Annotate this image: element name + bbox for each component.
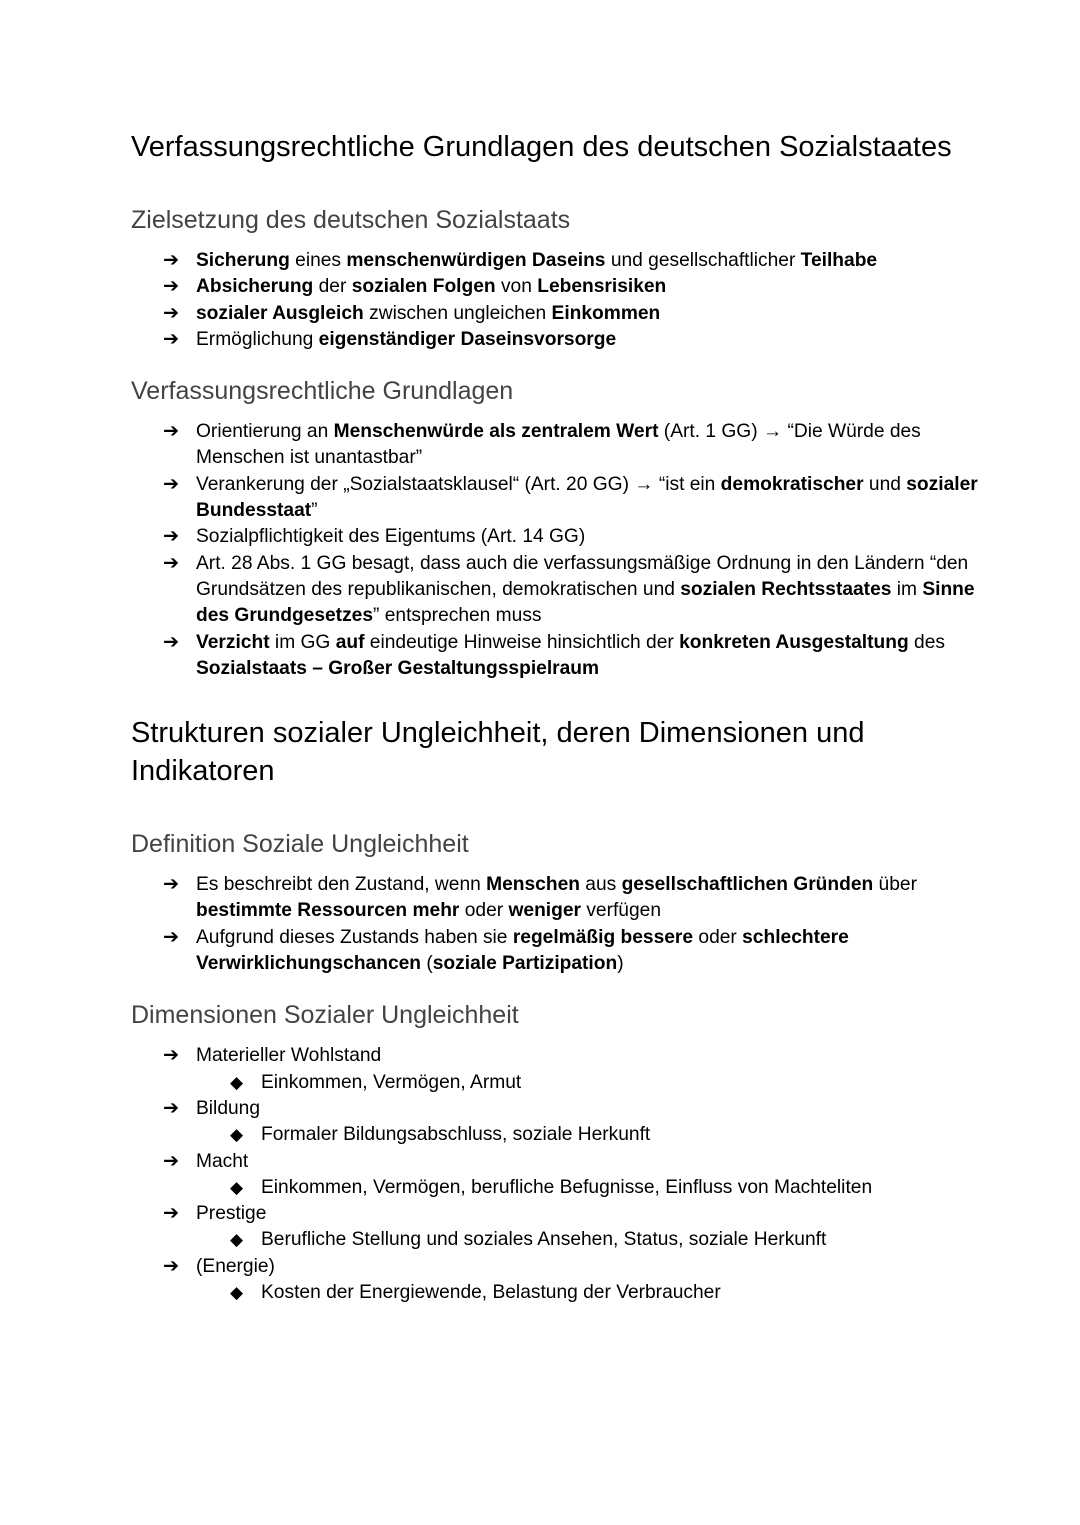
- text: ): [617, 953, 624, 975]
- arrow-bullet-icon: ➔: [163, 1255, 180, 1277]
- diamond-bullet-icon: ◆: [230, 1072, 244, 1092]
- bold-text: sozialer Ausgleich: [196, 302, 364, 324]
- subsection-heading: Dimensionen Sozialer Ungleichheit: [131, 1001, 519, 1030]
- bold-text: Sicherung: [196, 250, 290, 271]
- text: Orientierung an: [196, 421, 334, 443]
- text: oder: [693, 926, 743, 948]
- text: verfügen: [580, 900, 661, 922]
- list-item: [131, 327, 991, 353]
- dimension-detail-text: Berufliche Stellung und soziales Ansehen, Status, soziale Herkunft: [261, 1229, 827, 1251]
- section-title: Strukturen sozialer Ungleichheit, deren Dimensionen und Indikatoren: [131, 717, 865, 788]
- dimension-label: Prestige: [196, 1203, 267, 1225]
- diamond-bullet-icon: ◆: [230, 1177, 244, 1197]
- list-item: [131, 872, 991, 925]
- bullet-list: [131, 419, 991, 682]
- text: Sozialpflichtigkeit des Eigentums (Art. 14 GG): [196, 526, 586, 548]
- dimension-detail-text: Formaler Bildungsabschluss, soziale Herkunft: [261, 1124, 651, 1146]
- arrow-bullet-icon: ➔: [163, 473, 180, 495]
- text: eindeutige Hinweise hinsichtlich der: [364, 631, 680, 653]
- arrow-bullet-icon: ➔: [163, 526, 180, 548]
- dimension-detail: [196, 1122, 991, 1148]
- bold-text: schlechtere Verwirklichungschancen: [196, 926, 849, 975]
- bold-text: Menschen: [486, 874, 580, 896]
- list-item: [131, 630, 991, 683]
- dimension-detail: [196, 1175, 991, 1201]
- subsection-heading: Verfassungsrechtliche Grundlagen: [131, 377, 514, 406]
- bold-text: Verzicht: [196, 631, 270, 653]
- diamond-bullet-icon: ◆: [230, 1283, 244, 1303]
- text: ”: [311, 500, 318, 522]
- bold-text: weniger: [508, 900, 581, 922]
- text: (Art. 1 GG) → “Die Würde des Menschen ist unantastbar”: [196, 421, 921, 469]
- sub-list: [196, 1070, 991, 1096]
- bold-text: eigenständiger Daseinsvorsorge: [318, 328, 617, 350]
- text: Es beschreibt den Zustand, wenn: [196, 874, 487, 896]
- bold-text: Einkommen: [551, 302, 661, 324]
- arrow-bullet-icon: ➔: [163, 631, 180, 653]
- dimension-detail: [196, 1070, 991, 1096]
- bold-text: Lebensrisiken: [537, 276, 667, 298]
- subsection-heading: Definition Soziale Ungleichheit: [131, 830, 469, 859]
- arrow-bullet-icon: ➔: [163, 926, 180, 948]
- bold-text: gesellschaftlichen Gründen: [621, 874, 874, 896]
- subsection-heading: Zielsetzung des deutschen Sozialstaats: [131, 206, 571, 234]
- text: zwischen ungleichen: [363, 302, 552, 324]
- bold-text: menschenwürdigen Daseins: [346, 250, 606, 271]
- text: der: [313, 276, 352, 298]
- list-item: [131, 524, 991, 550]
- text: von: [495, 276, 538, 298]
- dimension-detail: [196, 1280, 991, 1306]
- text: eines: [289, 250, 347, 271]
- dimension-item: [131, 1096, 991, 1149]
- bold-text: Sozialstaats – Großer Gestaltungsspielraum: [196, 657, 600, 679]
- dimension-detail-text: Einkommen, Vermögen, berufliche Befugnisse, Einfluss von Machteliten: [261, 1176, 873, 1198]
- bold-text: soziale Partizipation: [432, 953, 618, 975]
- dimension-item: [131, 1149, 991, 1202]
- list-item: [131, 274, 991, 300]
- sub-list: [196, 1175, 991, 1201]
- text: aus: [579, 874, 622, 896]
- bold-text: sozialen Folgen: [351, 276, 496, 298]
- arrow-bullet-icon: ➔: [163, 328, 180, 350]
- text: Verankerung der „Sozialstaatsklausel“ (Art. 20 GG) → “ist ein: [196, 473, 721, 495]
- arrow-bullet-icon: ➔: [163, 276, 180, 298]
- arrow-bullet-icon: ➔: [163, 552, 180, 574]
- list-item: [131, 925, 991, 978]
- list-item: [131, 419, 991, 472]
- text: Aufgrund dieses Zustands haben sie: [196, 926, 513, 948]
- arrow-bullet-icon: ➔: [163, 302, 180, 324]
- bold-text: bestimmte Ressourcen mehr: [196, 900, 460, 922]
- bullet-list: [131, 248, 991, 353]
- text: und gesellschaftlicher: [605, 250, 801, 271]
- arrow-bullet-icon: ➔: [163, 1045, 180, 1067]
- text: im GG: [269, 631, 336, 653]
- dimension-label: Bildung: [196, 1097, 261, 1119]
- section-title: Verfassungsrechtliche Grundlagen des deutschen Sozialstaates: [131, 131, 952, 163]
- dimension-detail-text: Kosten der Energiewende, Belastung der Verbraucher: [261, 1282, 721, 1304]
- bold-text: Menschenwürde als zentralem Wert: [333, 421, 659, 443]
- bold-text: auf: [335, 631, 365, 653]
- text: und: [863, 473, 907, 495]
- bold-text: regelmäßig bessere: [512, 926, 694, 948]
- text: Ermöglichung: [196, 328, 319, 350]
- list-item: [131, 248, 991, 274]
- text: im: [891, 578, 923, 600]
- bold-text: sozialer Bundesstaat: [196, 473, 978, 522]
- dimension-label: Macht: [196, 1150, 249, 1172]
- diamond-bullet-icon: ◆: [230, 1230, 244, 1250]
- dimension-detail-text: Einkommen, Vermögen, Armut: [261, 1071, 522, 1093]
- dimension-label: (Energie): [196, 1255, 275, 1277]
- dimension-item: [131, 1201, 991, 1254]
- sub-list: [196, 1122, 991, 1148]
- list-item: [131, 472, 991, 525]
- arrow-bullet-icon: ➔: [163, 1150, 180, 1172]
- arrow-bullet-icon: ➔: [163, 874, 180, 896]
- dimension-item: [131, 1254, 991, 1307]
- text: ” entsprechen muss: [373, 605, 542, 627]
- dimension-item: [131, 1043, 991, 1096]
- bold-text: Sinne des Grundgesetzes: [196, 578, 975, 627]
- dimension-label: Materieller Wohlstand: [196, 1045, 382, 1067]
- bullet-list: [131, 872, 991, 977]
- document-content: [131, 128, 991, 1306]
- arrow-bullet-icon: ➔: [163, 250, 180, 271]
- arrow-bullet-icon: ➔: [163, 1203, 180, 1225]
- list-item: [131, 301, 991, 327]
- bold-text: sozialen Rechtsstaates: [680, 578, 892, 600]
- arrow-bullet-icon: ➔: [163, 1097, 180, 1119]
- dimension-detail: [196, 1227, 991, 1253]
- text: oder: [459, 900, 509, 922]
- text: (: [421, 953, 433, 975]
- bold-text: konkreten Ausgestaltung: [679, 631, 909, 653]
- bold-text: Absicherung: [196, 276, 314, 298]
- text: Art. 28 Abs. 1 GG besagt, dass auch die verfassungsmäßige Ordnung in den Ländern “den Grundsätzen des republikanischen, demokratischen und: [196, 552, 969, 600]
- bold-text: demokratischer: [720, 473, 864, 495]
- list-item: [131, 551, 991, 630]
- sub-list: [196, 1280, 991, 1306]
- arrow-bullet-icon: ➔: [163, 421, 180, 443]
- text: des: [908, 631, 945, 653]
- text: über: [873, 874, 917, 896]
- sub-list: [196, 1227, 991, 1253]
- bold-text: Teilhabe: [800, 250, 878, 271]
- diamond-bullet-icon: ◆: [230, 1125, 244, 1145]
- bullet-list: [131, 1043, 991, 1306]
